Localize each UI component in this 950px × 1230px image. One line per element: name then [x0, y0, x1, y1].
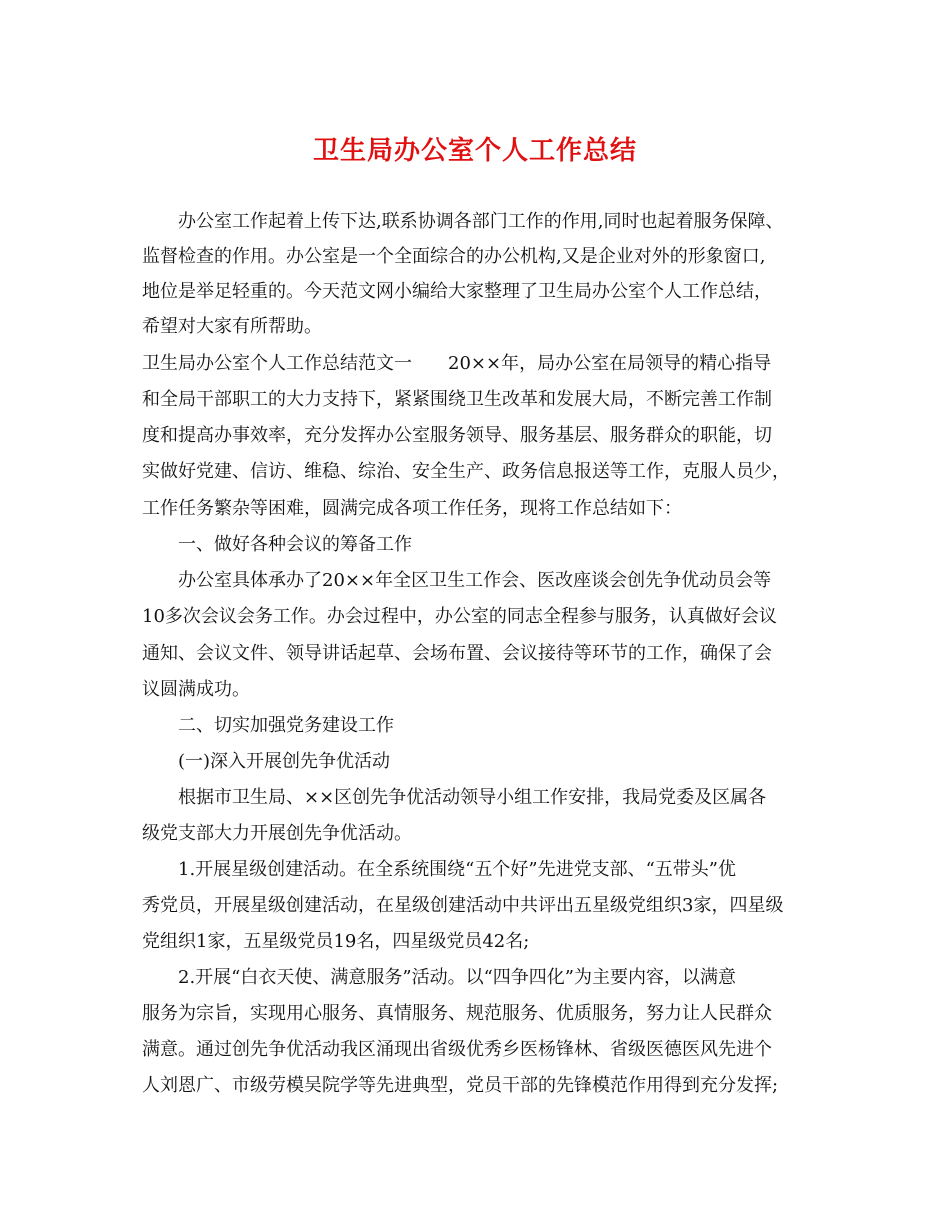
body-line: 希望对大家有所帮助。 [142, 316, 322, 337]
body-line: 10多次会议会务工作。办会过程中，办公室的同志全程参与服务，认真做好会议 [142, 606, 777, 627]
body-line: 人刘恩广、市级劳模吴院学等先进典型，党员干部的先锋模范作用得到充分发挥; [142, 1075, 779, 1096]
body-line: 二、切实加强党务建设工作 [178, 715, 394, 736]
body-line: 实做好党建、信访、维稳、综治、安全生产、政务信息报送等工作，克服人员少， [142, 461, 790, 482]
body-line: 级党支部大力开展创先争优活动。 [142, 823, 412, 844]
body-line: 一、做好各种会议的筹备工作 [178, 534, 412, 555]
body-line: 度和提高办事效率，充分发挥办公室服务领导、服务基层、服务群众的职能，切 [142, 425, 772, 446]
document-title: 卫生局办公室个人工作总结 [312, 136, 637, 166]
body-line: 和全局干部职工的大力支持下，紧紧围绕卫生改革和发展大局，不断完善工作制 [142, 389, 772, 410]
body-line: 满意。通过创先争优活动我区涌现出省级优秀乡医杨锋林、省级医德医风先进个 [142, 1039, 772, 1060]
body-line: 党组织1家，五星级党员19名，四星级党员42名; [142, 931, 530, 952]
body-line: 办公室工作起着上传下达,联系协调各部门工作的作用,同时也起着服务保障、 [178, 211, 784, 232]
body-line: 议圆满成功。 [142, 679, 250, 700]
body-line: 服务为宗旨，实现用心服务、真情服务、规范服务、优质服务，努力让人民群众 [142, 1003, 772, 1024]
body-line: 地位是举足轻重的。今天范文网小编给大家整理了卫生局办公室个人工作总结， [142, 281, 772, 302]
body-line: 工作任务繁杂等困难，圆满完成各项工作任务，现将工作总结如下： [142, 498, 682, 519]
body-line: 2.开展“白衣天使、满意服务”活动。以“四争四化”为主要内容，以满意 [178, 967, 736, 988]
body-line: 卫生局办公室个人工作总结范文一 20××年，局办公室在局领导的精心指导 [142, 353, 772, 374]
body-line: 根据市卫生局、××区创先争优活动领导小组工作安排，我局党委及区属各 [178, 787, 767, 808]
body-line: 通知、会议文件、领导讲话起草、会场布置、会议接待等环节的工作，确保了会 [142, 643, 772, 664]
body-line: 办公室具体承办了20××年全区卫生工作会、医改座谈会创先争优动员会等 [178, 570, 772, 591]
body-line: 1.开展星级创建活动。在全系统围绕“五个好”先进党支部、“五带头”优 [178, 859, 736, 880]
body-line: 监督检查的作用。办公室是一个全面综合的办公机构,又是企业对外的形象窗口, [142, 246, 766, 267]
body-line: (一)深入开展创先争优活动 [178, 751, 391, 772]
body-line: 秀党员，开展星级创建活动，在星级创建活动中共评出五星级党组织3家，四星级 [142, 895, 784, 916]
